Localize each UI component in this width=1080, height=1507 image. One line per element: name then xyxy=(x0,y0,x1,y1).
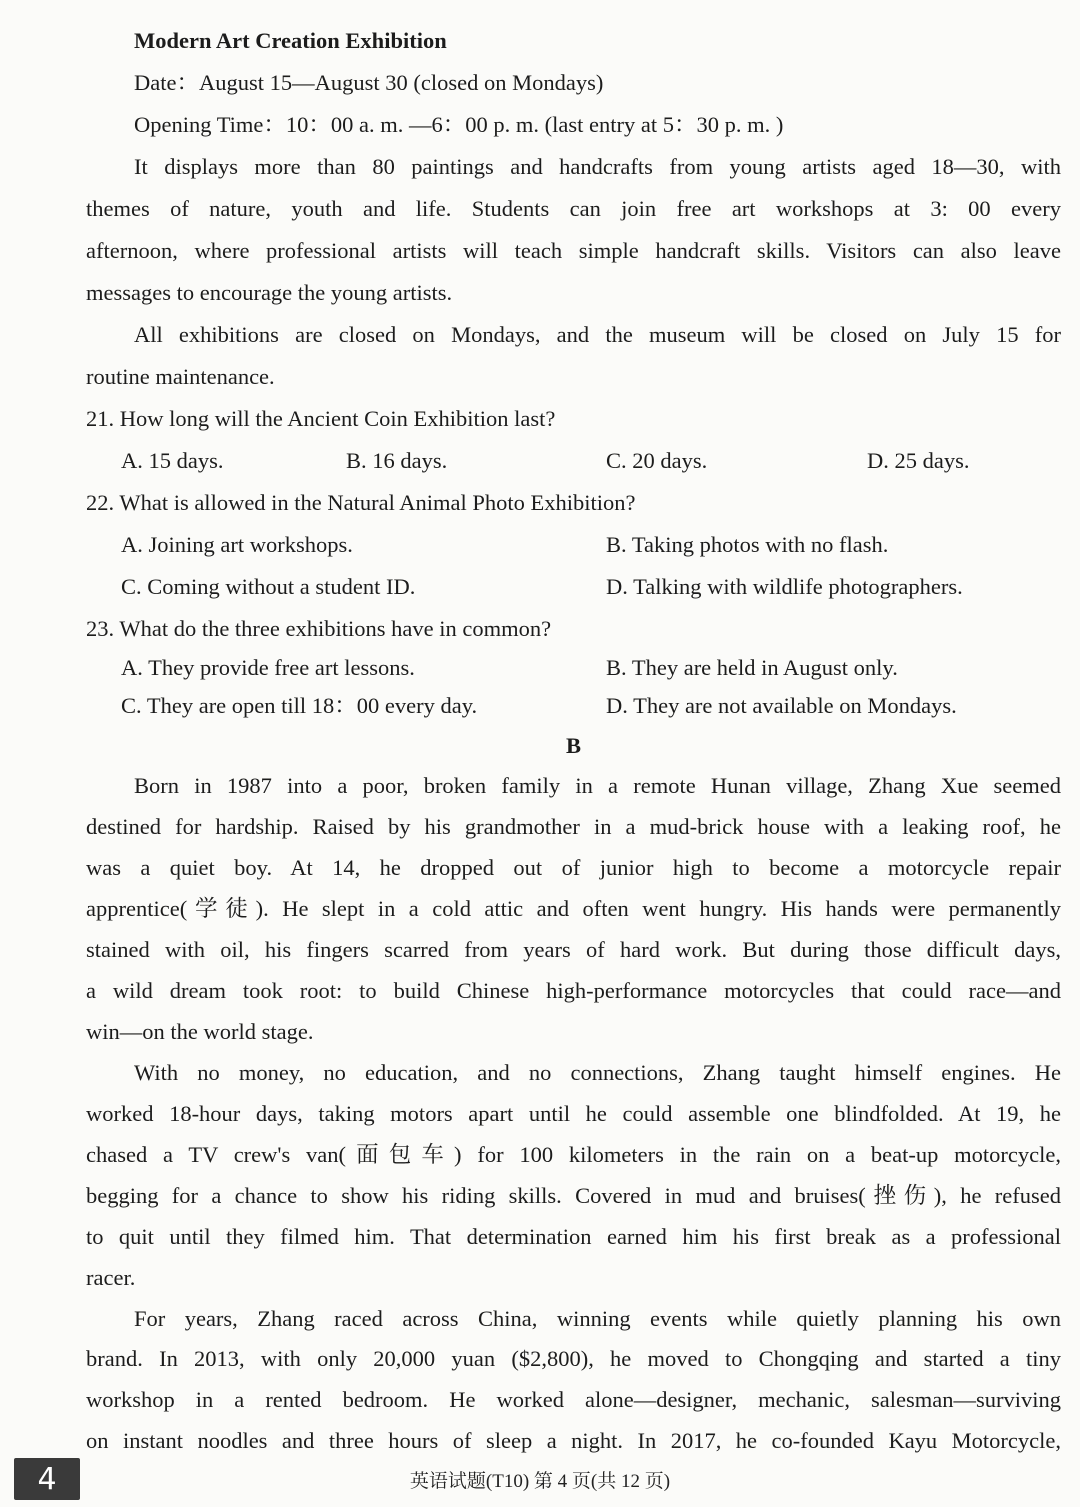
page-number-badge: 4 xyxy=(14,1458,80,1500)
answer-option: B. Taking photos with no flash. xyxy=(606,532,889,557)
paragraph-line: destined for hardship. Raised by his grandmother in a mud-brick house with a leaking roof, he xyxy=(86,814,1061,839)
answer-option: C. 20 days. xyxy=(606,448,708,473)
answer-option: D. Talking with wildlife photographers. xyxy=(606,574,963,599)
exhibition-title: Modern Art Creation Exhibition xyxy=(134,28,447,53)
paragraph-line: worked 18-hour days, taking motors apart until he could assemble one blindfolded. At 19, he xyxy=(86,1101,1061,1126)
paragraph-line: messages to encourage the young artists. xyxy=(86,280,453,305)
question-stem: 21. How long will the Ancient Coin Exhibition last? xyxy=(86,406,556,431)
paragraph-line: With no money, no education, and no connections, Zhang taught himself engines. He xyxy=(134,1060,1061,1085)
answer-option: B. They are held in August only. xyxy=(606,655,898,680)
answer-option: D. They are not available on Mondays. xyxy=(606,693,957,718)
section-heading: B xyxy=(565,733,581,758)
paragraph-line: workshop in a rented bedroom. He worked alone—designer, mechanic, salesman—surviving xyxy=(86,1387,1061,1412)
paragraph-line: Born in 1987 into a poor, broken family in a remote Hunan village, Zhang Xue seemed xyxy=(134,773,1061,798)
paragraph-line: to quit until they filmed him. That determination earned him his first break as a professional xyxy=(86,1224,1061,1249)
answer-option: B. 16 days. xyxy=(346,448,448,473)
paragraph-line: apprentice(学徒). He slept in a cold attic and often went hungry. His hands were permanently xyxy=(86,896,1061,921)
paragraph-line: was a quiet boy. At 14, he dropped out of junior high to become a motorcycle repair xyxy=(86,855,1061,880)
paragraph-line: on instant noodles and three hours of sleep a night. In 2017, he co-founded Kayu Motorcycle, xyxy=(86,1428,1061,1453)
answer-option: C. Coming without a student ID. xyxy=(121,574,416,599)
paragraph-line: win—on the world stage. xyxy=(86,1019,314,1044)
answer-option: D. 25 days. xyxy=(867,448,970,473)
paragraph-line: For years, Zhang raced across China, winning events while quietly planning his own xyxy=(134,1306,1061,1331)
answer-option: A. They provide free art lessons. xyxy=(121,655,415,680)
exhibition-date: Date：August 15—August 30 (closed on Mondays) xyxy=(134,70,604,95)
paragraph-line: racer. xyxy=(86,1265,136,1290)
paragraph-line: themes of nature, youth and life. Students can join free art workshops at 3: 00 every xyxy=(86,196,1061,221)
paragraph-line: a wild dream took root: to build Chinese high-performance motorcycles that could race—and xyxy=(86,978,1061,1003)
question-stem: 22. What is allowed in the Natural Animal Photo Exhibition? xyxy=(86,490,636,515)
page-footer: 英语试题(T10) 第 4 页(共 12 页) xyxy=(409,1471,671,1492)
answer-option: A. 15 days. xyxy=(121,448,224,473)
paragraph-line: chased a TV crew's van(面包车) for 100 kilometers in the rain on a beat-up motorcycle, xyxy=(86,1142,1061,1167)
paragraph-line: It displays more than 80 paintings and handcrafts from young artists aged 18—30, with xyxy=(134,154,1061,179)
answer-option: C. They are open till 18：00 every day. xyxy=(121,693,478,718)
answer-option: A. Joining art workshops. xyxy=(121,532,353,557)
paragraph-line: stained with oil, his fingers scarred from years of hard work. But during those difficult days, xyxy=(86,937,1061,962)
paragraph-line: All exhibitions are closed on Mondays, and the museum will be closed on July 15 for xyxy=(134,322,1061,347)
exhibition-opening-time: Opening Time：10：00 a. m. —6：00 p. m. (last entry at 5：30 p. m. ) xyxy=(134,112,784,137)
paragraph-line: afternoon, where professional artists will teach simple handcraft skills. Visitors can also leave xyxy=(86,238,1061,263)
question-stem: 23. What do the three exhibitions have in common? xyxy=(86,616,552,641)
paragraph-line: begging for a chance to show his riding skills. Covered in mud and bruises(挫伤), he refused xyxy=(86,1183,1061,1208)
paragraph-line: routine maintenance. xyxy=(86,364,275,389)
paragraph-line: brand. In 2013, with only 20,000 yuan ($2,800), he moved to Chongqing and started a tiny xyxy=(86,1346,1061,1371)
